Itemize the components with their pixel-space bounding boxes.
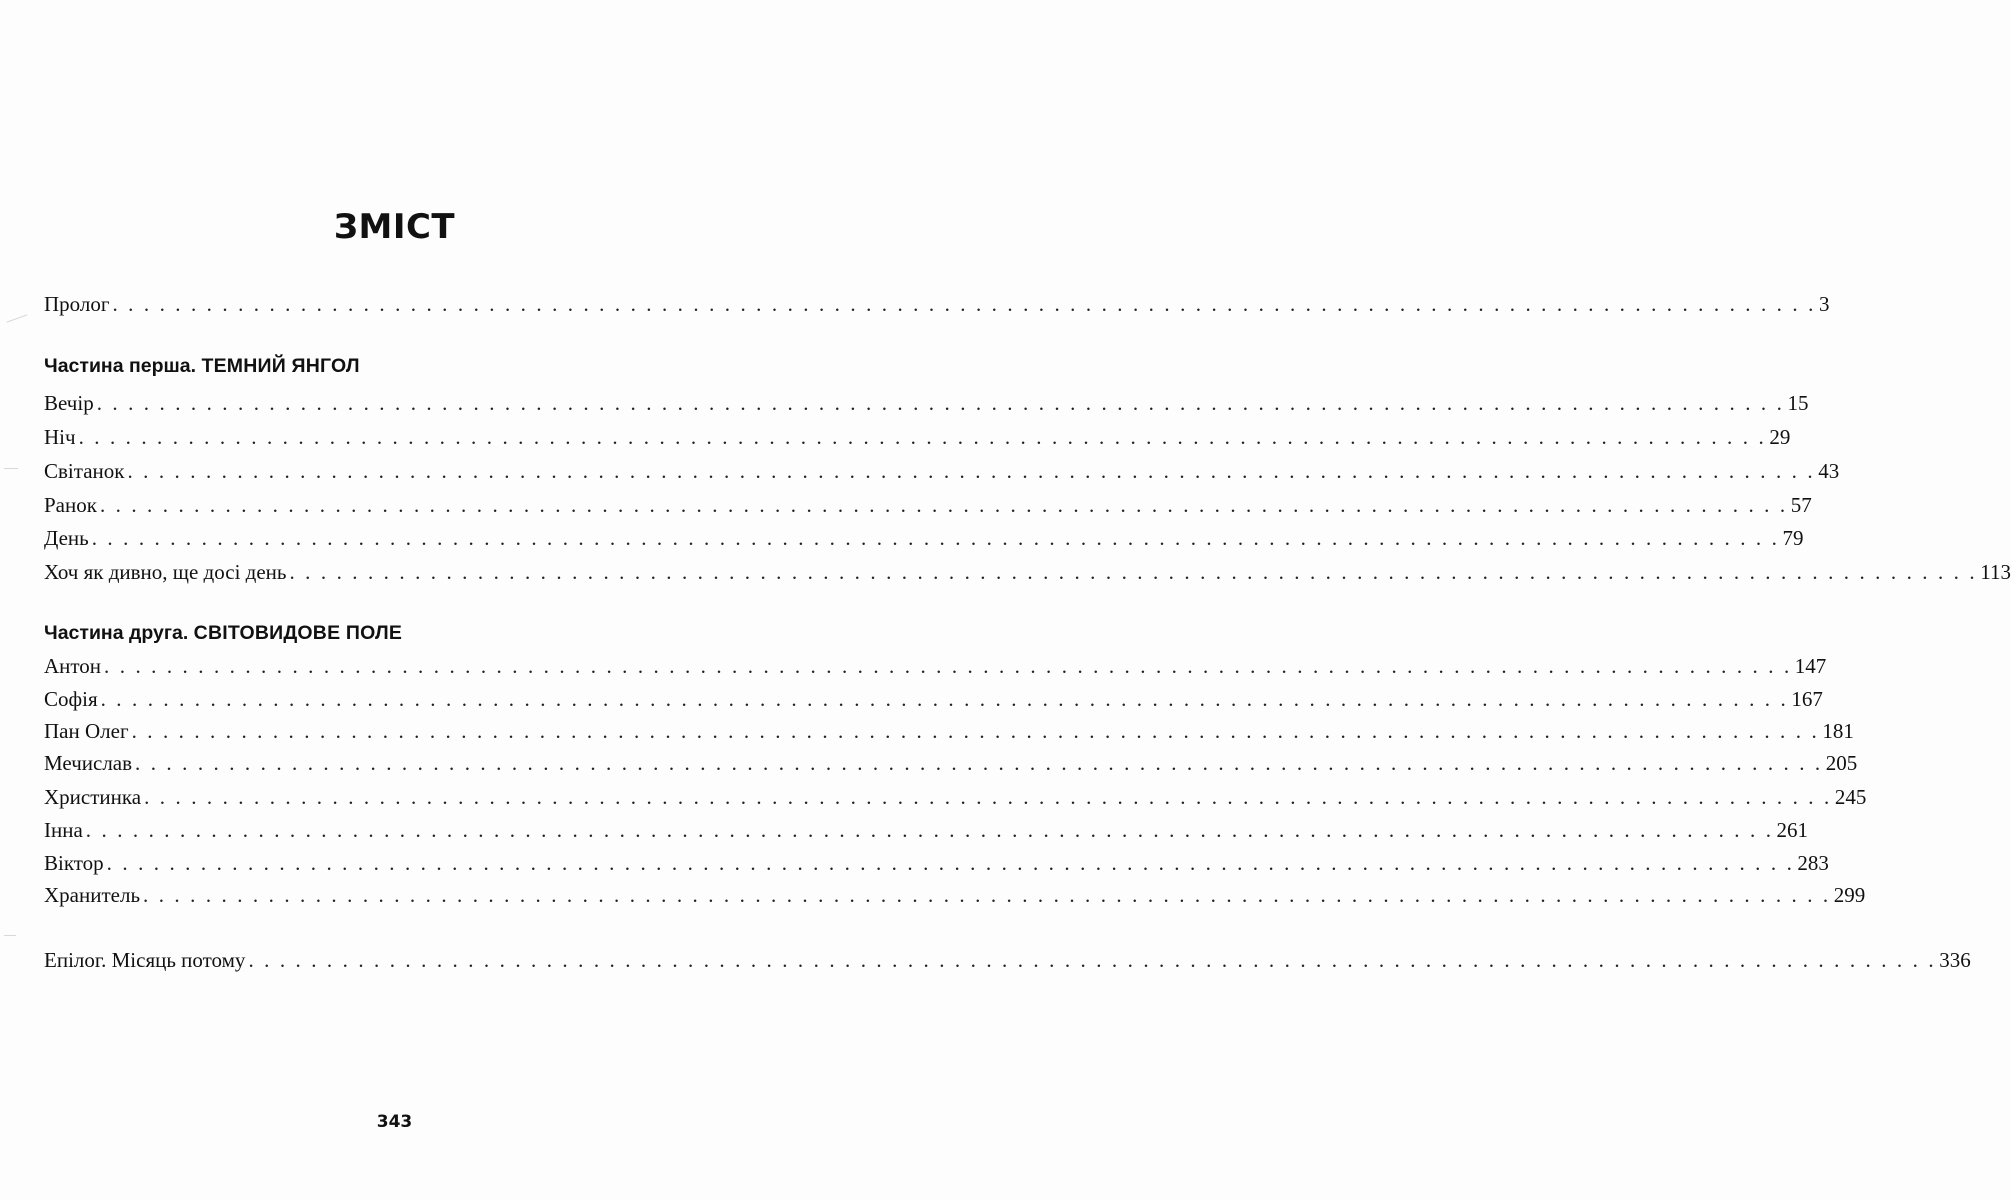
toc-entry[interactable]: [44, 558, 2011, 586]
leader-dots: . . . . . . . . . . . . . . . . . . . . . . . . . . . . . . . . . . . . . . . . . . . . . . . . . . . . . . . . . . . . . . . . . . . . . . . . . . . . . . . . . . . . . . . . . . . . . . . . . . . . . . . . . . . .: [91, 526, 1780, 550]
toc-entry[interactable]: [44, 816, 1809, 844]
toc-entry-page: 245: [1834, 785, 1867, 809]
leader-dots: . . . . . . . . . . . . . . . . . . . . . . . . . . . . . . . . . . . . . . . . . . . . . . . . . . . . . . . . . . . . . . . . . . . . . . . . . . . . . . . . . . . . . . . . . . . . . . . . . . . . . . . . . . . .: [135, 751, 1823, 775]
leader-dots: . . . . . . . . . . . . . . . . . . . . . . . . . . . . . . . . . . . . . . . . . . . . . . . . . . . . . . . . . . . . . . . . . . . . . . . . . . . . . . . . . . . . . . . . . . . . . . . . . . . . . . . . . . . .: [104, 654, 1792, 678]
toc-entry-page: 113: [1980, 560, 2011, 584]
part-label: Частина перша.: [44, 355, 197, 377]
part-title: ТЕМНИЙ ЯНГОЛ: [201, 355, 360, 377]
toc-entry-page: 167: [1791, 687, 1823, 711]
toc-entry-label: Хоч як дивно, ще досі день: [44, 560, 287, 584]
toc-entry[interactable]: [44, 717, 1854, 745]
toc-entry[interactable]: [44, 423, 1791, 451]
leader-dots: . . . . . . . . . . . . . . . . . . . . . . . . . . . . . . . . . . . . . . . . . . . . . . . . . . . . . . . . . . . . . . . . . . . . . . . . . . . . . . . . . . . . . . . . . . . . . . . . . . . . . . . . . . . .: [106, 851, 1795, 875]
toc-entry-page: 3: [1818, 292, 1830, 316]
leader-dots: . . . . . . . . . . . . . . . . . . . . . . . . . . . . . . . . . . . . . . . . . . . . . . . . . . . . . . . . . . . . . . . . . . . . . . . . . . . . . . . . . . . . . . . . . . . . . . . . . . . . . . . . . . . .: [248, 948, 1937, 972]
leader-dots: . . . . . . . . . . . . . . . . . . . . . . . . . . . . . . . . . . . . . . . . . . . . . . . . . . . . . . . . . . . . . . . . . . . . . . . . . . . . . . . . . . . . . . . . . . . . . . . . . . . . . . . . . . . .: [85, 818, 1774, 842]
toc-entry-page: 283: [1797, 851, 1829, 875]
toc-entry[interactable]: [44, 457, 1840, 485]
toc-entry-prologue[interactable]: [44, 290, 1830, 318]
toc-entry-label: День: [44, 526, 89, 550]
toc-entry-label: Мечислав: [44, 751, 133, 775]
part-two-heading: [44, 619, 402, 647]
leader-dots: . . . . . . . . . . . . . . . . . . . . . . . . . . . . . . . . . . . . . . . . . . . . . . . . . . . . . . . . . . . . . . . . . . . . . . . . . . . . . . . . . . . . . . . . . . . . . . . . . . . . . . . . . . . .: [144, 785, 1832, 809]
scan-mark: [6, 314, 27, 322]
toc-entry[interactable]: [44, 783, 1867, 811]
toc-entry-label: Софія: [44, 687, 98, 711]
toc-entry[interactable]: [44, 524, 1804, 552]
toc-entry-label: Христинка: [44, 785, 142, 809]
toc-entry-page: 43: [1818, 459, 1840, 483]
toc-entry-page: 57: [1790, 493, 1812, 517]
toc-entry[interactable]: [44, 652, 1827, 680]
leader-dots: . . . . . . . . . . . . . . . . . . . . . . . . . . . . . . . . . . . . . . . . . . . . . . . . . . . . . . . . . . . . . . . . . . . . . . . . . . . . . . . . . . . . . . . . . . . . . . . . . . . . . . . . . . . .: [127, 459, 1816, 483]
leader-dots: . . . . . . . . . . . . . . . . . . . . . . . . . . . . . . . . . . . . . . . . . . . . . . . . . . . . . . . . . . . . . . . . . . . . . . . . . . . . . . . . . . . . . . . . . . . . . . . . . . . . . . . . . . . . .: [112, 292, 1816, 316]
leader-dots: . . . . . . . . . . . . . . . . . . . . . . . . . . . . . . . . . . . . . . . . . . . . . . . . . . . . . . . . . . . . . . . . . . . . . . . . . . . . . . . . . . . . . . . . . . . . . . . . . . . . . . . . . . . .: [96, 391, 1785, 415]
toc-entry-label: Хранитель: [44, 883, 141, 907]
toc-entry[interactable]: [44, 849, 1829, 877]
page-number: 343: [376, 1112, 413, 1132]
part-one-heading: [44, 352, 360, 380]
toc-entry-label: Віктор: [44, 851, 104, 875]
toc-entry-label: Ранок: [44, 493, 97, 517]
toc-entry-epilogue[interactable]: [44, 946, 1971, 974]
toc-entry-label: Вечір: [44, 391, 94, 415]
toc-entry-page: 261: [1776, 818, 1809, 842]
leader-dots: . . . . . . . . . . . . . . . . . . . . . . . . . . . . . . . . . . . . . . . . . . . . . . . . . . . . . . . . . . . . . . . . . . . . . . . . . . . . . . . . . . . . . . . . . . . . . . . . . . . . . . . . . . . .: [289, 560, 1978, 584]
leader-dots: . . . . . . . . . . . . . . . . . . . . . . . . . . . . . . . . . . . . . . . . . . . . . . . . . . . . . . . . . . . . . . . . . . . . . . . . . . . . . . . . . . . . . . . . . . . . . . . . . . . . . . . . . . . .: [99, 493, 1788, 517]
leader-dots: . . . . . . . . . . . . . . . . . . . . . . . . . . . . . . . . . . . . . . . . . . . . . . . . . . . . . . . . . . . . . . . . . . . . . . . . . . . . . . . . . . . . . . . . . . . . . . . . . . . . . . . . . . . .: [143, 883, 1831, 907]
toc-entry-label: Пан Олег: [44, 719, 129, 743]
toc-entry-page: 181: [1822, 719, 1854, 743]
leader-dots: . . . . . . . . . . . . . . . . . . . . . . . . . . . . . . . . . . . . . . . . . . . . . . . . . . . . . . . . . . . . . . . . . . . . . . . . . . . . . . . . . . . . . . . . . . . . . . . . . . . . . . . . . . . .: [78, 425, 1767, 449]
toc-entry-label: Пролог: [44, 292, 110, 316]
toc-entry[interactable]: [44, 749, 1858, 777]
toc-entry-page: 336: [1939, 948, 1971, 972]
toc-entry[interactable]: [44, 491, 1812, 519]
toc-entry-label: Світанок: [44, 459, 125, 483]
toc-entry-page: 299: [1833, 883, 1866, 907]
scan-mark: [4, 468, 18, 469]
scan-mark: [4, 935, 16, 936]
toc-entry-label: Інна: [44, 818, 83, 842]
toc-entry-page: 15: [1787, 391, 1809, 415]
toc-entry-page: 147: [1794, 654, 1827, 678]
part-label: Частина друга.: [44, 622, 189, 644]
toc-entry-label: Антон: [44, 654, 102, 678]
toc-entry[interactable]: [44, 685, 1823, 713]
toc-title: ЗМІСТ: [333, 207, 456, 247]
toc-entry-page: 79: [1782, 526, 1804, 550]
toc-entry[interactable]: [44, 389, 1809, 417]
toc-entry-page: 29: [1769, 425, 1791, 449]
leader-dots: . . . . . . . . . . . . . . . . . . . . . . . . . . . . . . . . . . . . . . . . . . . . . . . . . . . . . . . . . . . . . . . . . . . . . . . . . . . . . . . . . . . . . . . . . . . . . . . . . . . . . . . . . . . .: [131, 719, 1820, 743]
leader-dots: . . . . . . . . . . . . . . . . . . . . . . . . . . . . . . . . . . . . . . . . . . . . . . . . . . . . . . . . . . . . . . . . . . . . . . . . . . . . . . . . . . . . . . . . . . . . . . . . . . . . . . . . . . . .: [100, 687, 1789, 711]
toc-entry-label: Епілог. Місяць потому: [44, 948, 246, 972]
part-title: СВІТОВИДОВЕ ПОЛЕ: [193, 622, 403, 644]
toc-entry-label: Ніч: [44, 425, 76, 449]
toc-entry[interactable]: [44, 881, 1866, 909]
toc-entry-page: 205: [1825, 751, 1858, 775]
